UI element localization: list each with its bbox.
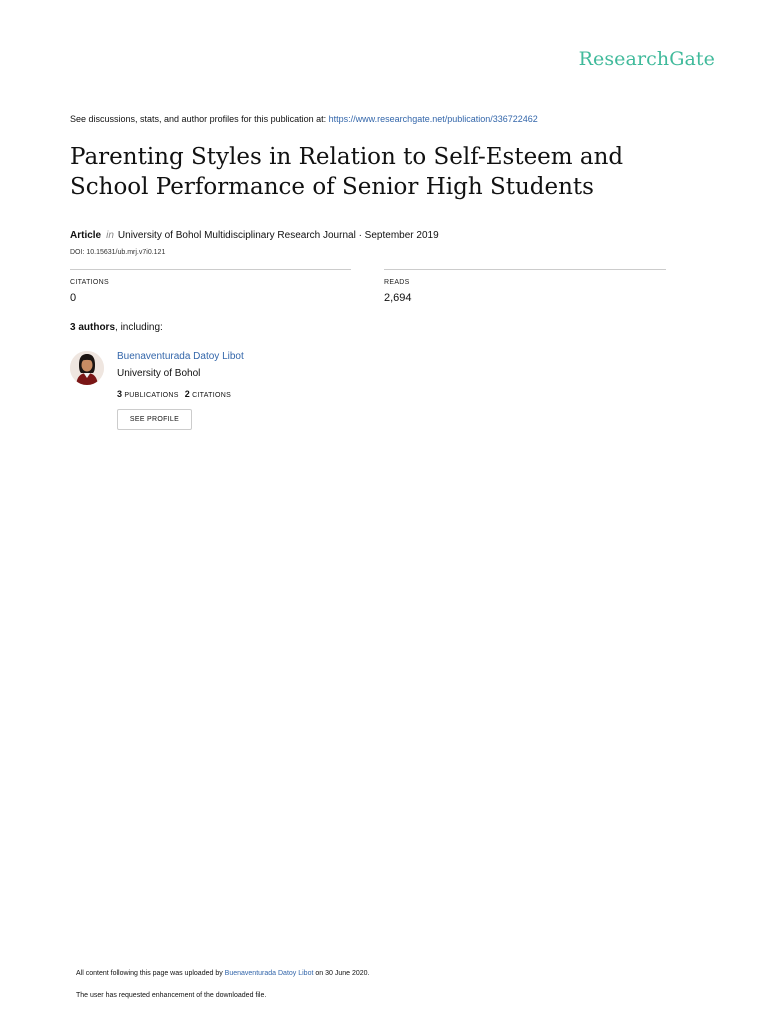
see-prefix-text: See discussions, stats, and author profiles for this publication at: xyxy=(70,114,327,124)
author-citations-count: 2 xyxy=(184,389,191,399)
reads-stat xyxy=(384,269,666,304)
enhancement-note: The user has requested enhancement of the downloaded file. xyxy=(76,992,267,999)
researchgate-logo[interactable]: ResearchGate xyxy=(578,48,715,70)
publication-link-line xyxy=(70,114,538,124)
upload-note xyxy=(76,970,369,977)
author-publications-label: PUBLICATIONS xyxy=(124,392,179,399)
upload-prefix: All content following this page was uploaded by xyxy=(76,970,223,977)
authors-count: 3 authors xyxy=(70,322,116,333)
citations-value: 0 xyxy=(70,292,77,304)
uploader-link[interactable]: Buenaventurada Datoy Libot xyxy=(224,970,314,977)
author-avatar[interactable] xyxy=(70,351,104,385)
in-word: in xyxy=(106,230,114,241)
authors-including: , including: xyxy=(115,322,163,333)
citations-label: CITATIONS xyxy=(70,279,109,286)
citations-stat xyxy=(70,269,351,304)
publication-title: Parenting Styles in Relation to Self-Esteem and School Performance of Senior High Students xyxy=(70,144,624,200)
publication-url-link[interactable]: https://www.researchgate.net/publication/336722462 xyxy=(328,114,538,124)
publication-venue: University of Bohol Multidisciplinary Research Journal · September 2019 xyxy=(117,230,439,241)
reads-label: READS xyxy=(384,279,410,286)
author-publications-count: 3 xyxy=(117,389,123,399)
author-citations-label: CITATIONS xyxy=(192,392,232,399)
author-name-link[interactable]: Buenaventurada Datoy Libot xyxy=(117,351,244,362)
reads-value: 2,694 xyxy=(384,292,412,304)
publication-type: Article xyxy=(70,230,102,241)
author-portrait-icon xyxy=(70,351,104,385)
authors-heading xyxy=(70,322,163,333)
upload-suffix: on 30 June 2020. xyxy=(315,970,370,977)
author-institution: University of Bohol xyxy=(117,368,201,379)
publication-doi: DOI: 10.15631/ub.mrj.v7i0.121 xyxy=(70,249,166,256)
see-profile-button[interactable]: SEE PROFILE xyxy=(117,409,192,430)
author-stats xyxy=(117,389,231,399)
publication-meta xyxy=(70,230,439,241)
